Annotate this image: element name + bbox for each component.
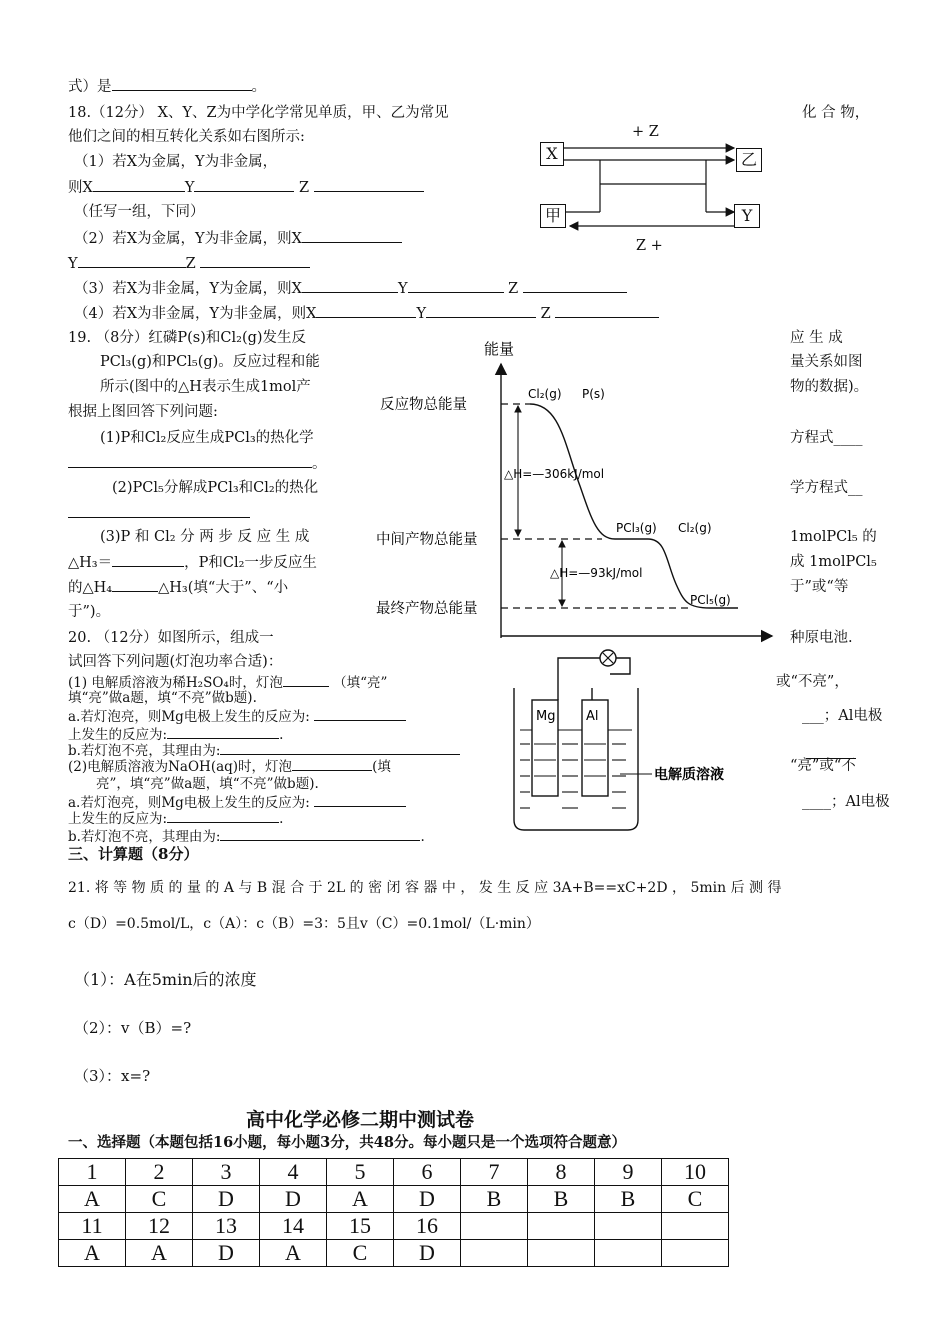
q17-line: 式）是 。 [68, 76, 266, 97]
q20-l7: b.若灯泡不亮，其理由为: [68, 740, 460, 761]
table-cell: 11 [59, 1213, 126, 1240]
answer-blank[interactable] [112, 552, 184, 567]
table-row [59, 1186, 729, 1213]
q18-head: 18.（12分） X、Y、Z为中学化学常见单质，甲、乙为常见 [68, 105, 449, 121]
table-cell: B [595, 1186, 662, 1213]
answer-blank[interactable] [200, 253, 310, 268]
table-cell [662, 1240, 729, 1267]
q19-l1: 19. （8分）红磷P(s)和Cl₂(g)发生反 [68, 330, 307, 346]
table-cell: 14 [260, 1213, 327, 1240]
table-cell: 4 [260, 1159, 327, 1186]
table-cell: A [126, 1240, 193, 1267]
table-cell: C [662, 1186, 729, 1213]
table-cell: A [59, 1240, 126, 1267]
answer-blank[interactable] [167, 808, 279, 823]
q19-l1r: 应 生 成 [790, 330, 843, 346]
q21-s1: （1）：A在5min后的浓度 [74, 970, 257, 989]
answer-blank[interactable] [167, 724, 279, 739]
label-z-plus: Z + [636, 238, 663, 254]
table-cell: 12 [126, 1213, 193, 1240]
table-cell [461, 1213, 528, 1240]
q20-l8: (2)电解质溶液为NaOH(aq)时，灯泡 (填 [68, 756, 391, 777]
dh2-label: △H=—93kJ/mol [550, 566, 643, 580]
table-cell: C [126, 1186, 193, 1213]
table-cell [461, 1240, 528, 1267]
q19-l8 [68, 503, 250, 524]
q21-l2: c（D）=0.5mol/L，c（A）：c（B）=3：5且v（C）=0.1mol/（L·min） [68, 916, 540, 932]
q18-p4: （4）若X为非金属，Y为非金属，则X Y Z [74, 303, 659, 324]
table-row [59, 1213, 729, 1240]
final-label: 最终产物总能量 [376, 601, 478, 617]
answer-blank[interactable] [292, 756, 372, 771]
dh1-label: △H=—306kJ/mol [504, 467, 605, 481]
table-row [59, 1159, 729, 1186]
table-cell: D [260, 1186, 327, 1213]
table-cell: 15 [327, 1213, 394, 1240]
q18-note: （任写一组，下同） [74, 204, 205, 220]
answer-blank[interactable] [220, 826, 420, 841]
table-cell: A [260, 1240, 327, 1267]
answer-blank[interactable] [314, 792, 406, 807]
q19-l11: 的△H₄ △H₃(填“大于”、“小 [68, 577, 288, 598]
reactant-label: 反应物总能量 [380, 397, 467, 413]
answer-title: 高中化学必修二期中测试卷 [246, 1109, 475, 1131]
q19-l4: 根据上图回答下列问题: [68, 404, 218, 420]
q20-l8r: “亮”或“不 [790, 758, 856, 774]
q19-l2r: 量关系如图 [790, 354, 863, 370]
table-cell: 9 [595, 1159, 662, 1186]
box-yi: 乙 [736, 148, 762, 172]
answer-table [58, 1158, 729, 1267]
q19-l3r: 物的数据)。 [790, 379, 869, 395]
table-cell: D [193, 1240, 260, 1267]
answer-blank[interactable] [408, 278, 504, 293]
table-cell: D [394, 1240, 461, 1267]
species-pcl5: PCl₅(g) [690, 593, 731, 607]
table-cell: 10 [662, 1159, 729, 1186]
table-cell: D [193, 1186, 260, 1213]
table-cell: 6 [394, 1159, 461, 1186]
q20-l11: 上发生的反应为: . [68, 808, 283, 829]
q21-l1: 21. 将 等 物 质 的 量 的 A 与 B 混 合 于 2L 的 密 闭 容 器 中 ， 发 生 反 应 3A+B==xC+2D ， 5min 后 测 得 [68, 880, 782, 896]
mg-label: Mg [536, 709, 556, 724]
q18-p1-blanks: 则X Y Z [68, 177, 424, 198]
answer-blank[interactable] [302, 228, 402, 243]
answer-blank[interactable] [68, 503, 250, 518]
label-plus-z: + Z [632, 124, 659, 140]
table-cell: A [327, 1186, 394, 1213]
table-cell: B [528, 1186, 595, 1213]
table-cell [595, 1213, 662, 1240]
species-cl2: Cl₂(g) [528, 387, 562, 401]
answer-blank[interactable] [302, 278, 398, 293]
q19-l10r: 成 1molPCl₅ [790, 554, 877, 570]
q19-l11r: 于”或“等 [790, 579, 849, 595]
q18-p2: （2）若X为金属，Y为非金属，则X [74, 228, 402, 249]
q19-l5r: 方程式____ [790, 430, 863, 446]
answer-blank-y[interactable] [194, 177, 294, 192]
answer-section-heading: 一、选择题（本题包括16小题，每小题3分，共48分。每小题只是一个选项符合题意） [68, 1134, 626, 1151]
q19-l5: (1)P和Cl₂反应生成PCl₃的热化学 [100, 430, 314, 446]
table-cell: 13 [193, 1213, 260, 1240]
q20-l2: 试回答下列问题(灯泡功率合适)： [68, 654, 283, 670]
q20-l4: 填“亮”做a题，填“不亮”做b题). [68, 690, 257, 706]
y-axis-label: 能量 [484, 340, 515, 358]
answer-blank[interactable] [523, 278, 627, 293]
q20-l3r: 或“不亮”， [776, 674, 849, 690]
q20-l5: a.若灯泡亮，则Mg电极上发生的反应为: [68, 706, 406, 727]
q21-s2: （2）：v（B）=? [74, 1019, 192, 1037]
answer-blank[interactable] [112, 577, 158, 592]
q19-l12: 于”)。 [68, 604, 111, 620]
table-cell: C [327, 1240, 394, 1267]
al-label: Al [586, 709, 599, 724]
table-cell: 1 [59, 1159, 126, 1186]
q18-line2: 他们之间的相互转化关系如右图所示: [68, 129, 305, 145]
box-y: Y [734, 204, 760, 228]
table-cell: 3 [193, 1159, 260, 1186]
species-cl2-mid: Cl₂(g) [678, 521, 712, 535]
q20-l10r: ____；Al电极 [802, 794, 890, 810]
answer-blank[interactable] [555, 303, 659, 318]
table-cell [662, 1213, 729, 1240]
table-row [59, 1240, 729, 1267]
q19-l7r: 学方程式__ [790, 480, 863, 496]
table-cell [528, 1240, 595, 1267]
q20-l10: a.若灯泡亮，则Mg电极上发生的反应为: [68, 792, 406, 813]
table-cell: 2 [126, 1159, 193, 1186]
answer-blank-x[interactable] [93, 177, 185, 192]
species-pcl3: PCl₃(g) [616, 521, 657, 535]
q18-p3: （3）若X为非金属，Y为金属，则X Y Z [74, 278, 627, 299]
q18-p2b: Y Z [68, 253, 310, 274]
table-cell: 5 [327, 1159, 394, 1186]
table-cell: 16 [394, 1213, 461, 1240]
answer-blank[interactable] [112, 76, 252, 91]
table-cell: D [394, 1186, 461, 1213]
q20-l1r: 种原电池. [790, 630, 853, 646]
table-cell [528, 1213, 595, 1240]
table-cell [595, 1240, 662, 1267]
q20-l12: b.若灯泡不亮，其理由为: . [68, 826, 425, 847]
q18-p1: （1）若X为金属，Y为非金属， [74, 154, 278, 170]
q19-l7: (2)PCl₅分解成PCl₃和Cl₂的热化 [112, 480, 319, 496]
table-cell: 7 [461, 1159, 528, 1186]
q20-l5r: ___；Al电极 [802, 708, 883, 724]
answer-blank[interactable] [316, 303, 416, 318]
q21-s3: （3）：x=? [74, 1067, 151, 1085]
q19-l6: 。 [68, 453, 327, 474]
table-cell: B [461, 1186, 528, 1213]
answer-blank[interactable] [78, 253, 186, 268]
q20-l9: 亮”，填“亮”做a题，填“不亮”做b题). [96, 776, 319, 792]
answer-blank[interactable] [426, 303, 536, 318]
q19-l9: (3)P 和 Cl₂ 分 两 步 反 应 生 成 [100, 529, 310, 545]
table-cell: A [59, 1186, 126, 1213]
answer-blank[interactable] [68, 453, 312, 468]
q19-l2: PCl₃(g)和PCl₅(g)。反应过程和能 [100, 354, 320, 370]
species-p: P(s) [582, 387, 605, 401]
galvanic-cell-diagram [500, 644, 790, 840]
energy-diagram [370, 336, 790, 646]
electrolyte-label: 电解质溶液 [654, 767, 724, 783]
intermediate-label: 中间产物总能量 [376, 532, 478, 548]
answer-blank[interactable] [314, 706, 406, 721]
section3-heading: 三、计算题（8分） [68, 845, 199, 863]
answer-blank[interactable] [283, 672, 329, 687]
answer-blank[interactable] [220, 740, 460, 755]
q19-l3: 所示(图中的△H表示生成1mol产 [100, 379, 311, 395]
q20-l6: 上发生的反应为: . [68, 724, 283, 745]
q18-head-right: 化 合 物， [802, 105, 870, 121]
box-x: X [540, 142, 564, 166]
q20-l3: (1) 电解质溶液为稀H₂SO₄时，灯泡 （填“亮” [68, 672, 387, 693]
answer-blank-z[interactable] [314, 177, 424, 192]
q19-l10: △H₃＝ ，P和Cl₂一步反应生 [68, 552, 317, 573]
q20-l1: 20. （12分）如图所示，组成一 [68, 630, 274, 646]
q19-l9r: 1molPCl₅ 的 [790, 529, 877, 545]
table-cell: 8 [528, 1159, 595, 1186]
box-jia: 甲 [540, 204, 566, 228]
